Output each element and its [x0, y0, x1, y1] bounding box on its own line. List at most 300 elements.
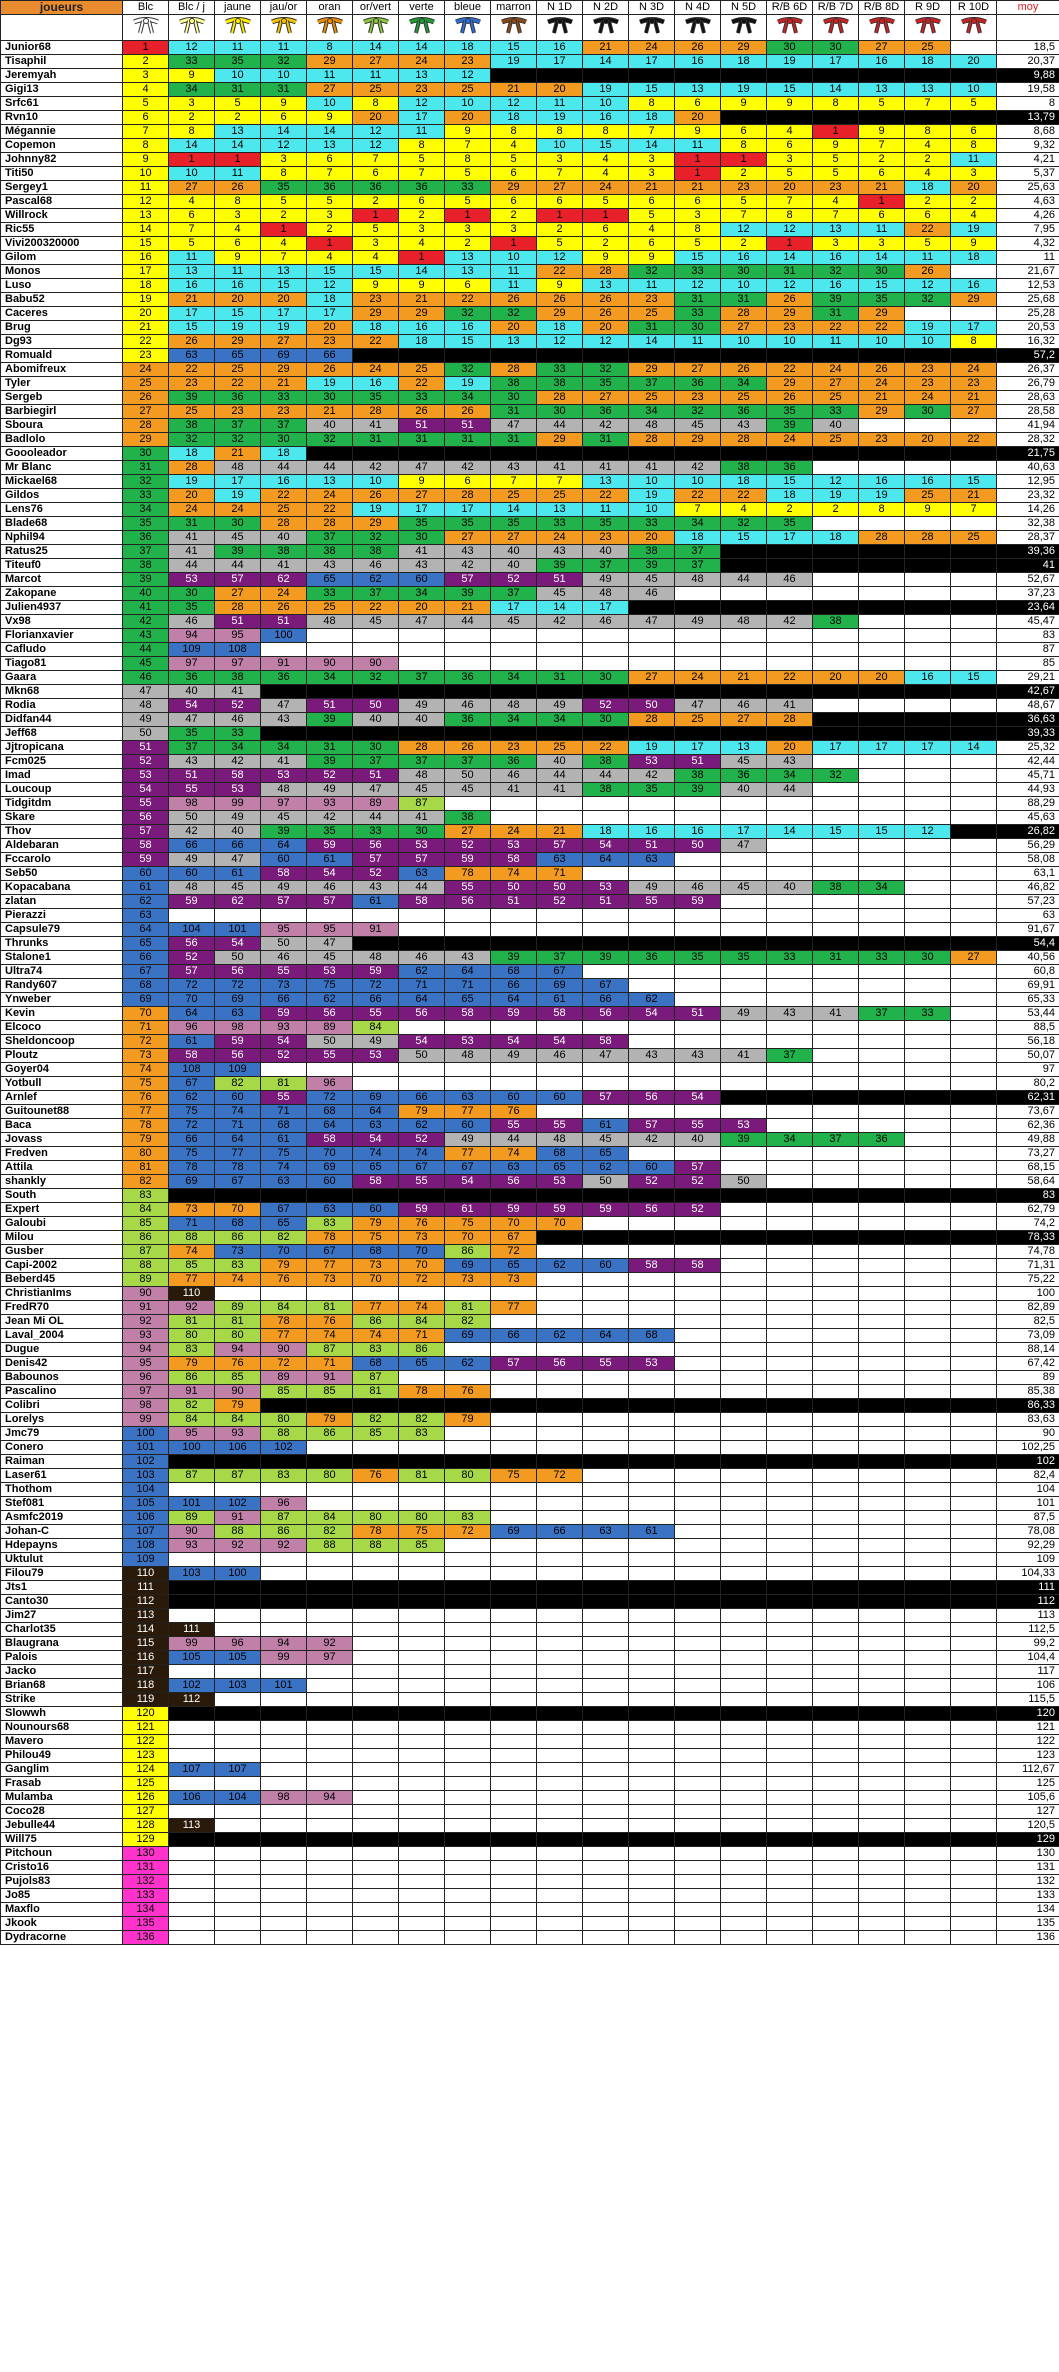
table-row	[1, 1035, 1059, 1049]
rank-cell: 23	[767, 321, 813, 335]
empty-cell	[629, 349, 675, 363]
rank-cell: 65	[583, 1147, 629, 1161]
rank-cell: 16	[353, 377, 399, 391]
rank-cell: 95	[307, 923, 353, 937]
rank-cell: 44	[537, 769, 583, 783]
empty-cell	[721, 853, 767, 867]
average-cell: 40,56	[997, 951, 1059, 965]
empty-cell	[491, 1581, 537, 1595]
player-name: Blaugrana	[1, 1637, 123, 1651]
empty-cell	[813, 1413, 859, 1427]
rank-cell: 8	[399, 139, 445, 153]
empty-cell	[951, 1791, 997, 1805]
rank-cell: 29	[491, 181, 537, 195]
empty-cell	[813, 965, 859, 979]
rank-cell: 66	[169, 1133, 215, 1147]
empty-cell	[767, 1903, 813, 1917]
empty-cell	[767, 545, 813, 559]
rank-cell: 8	[675, 223, 721, 237]
rank-cell: 9	[951, 237, 997, 251]
rank-cell: 25	[537, 741, 583, 755]
average-cell: 23,64	[997, 601, 1059, 615]
empty-cell	[951, 993, 997, 1007]
rank-cell: 20	[583, 321, 629, 335]
empty-cell	[951, 1553, 997, 1567]
header-grade: R 10D	[951, 1, 997, 15]
rank-cell: 40	[491, 559, 537, 573]
rank-cell: 54	[445, 1175, 491, 1189]
rank-cell: 23	[399, 83, 445, 97]
average-cell: 82,5	[997, 1315, 1059, 1329]
empty-cell	[445, 1847, 491, 1861]
rank-cell: 2	[399, 209, 445, 223]
empty-cell	[721, 727, 767, 741]
rank-cell: 80	[307, 1469, 353, 1483]
rank-cell: 56	[307, 1007, 353, 1021]
empty-cell	[583, 1847, 629, 1861]
rank-cell: 15	[675, 251, 721, 265]
empty-cell	[675, 979, 721, 993]
player-name: Fcm025	[1, 755, 123, 769]
rank-cell: 57	[675, 1161, 721, 1175]
rank-cell: 53	[169, 573, 215, 587]
table-row	[1, 1399, 1059, 1413]
rank-cell: 7	[123, 125, 169, 139]
header-grade: N 4D	[675, 1, 721, 15]
rank-cell: 70	[307, 1147, 353, 1161]
player-name: Thrunks	[1, 937, 123, 951]
empty-cell	[767, 1847, 813, 1861]
average-cell: 129	[997, 1833, 1059, 1847]
rank-cell: 15	[721, 531, 767, 545]
rank-cell: 10	[721, 279, 767, 293]
empty-cell	[951, 1637, 997, 1651]
rank-cell: 60	[123, 867, 169, 881]
average-cell: 37,23	[997, 587, 1059, 601]
rank-cell: 61	[307, 853, 353, 867]
rank-cell: 74	[261, 1161, 307, 1175]
empty-cell	[951, 265, 997, 279]
rank-cell: 49	[675, 615, 721, 629]
empty-cell	[629, 1637, 675, 1651]
empty-cell	[629, 1777, 675, 1791]
belt-icon	[353, 15, 399, 41]
table-row	[1, 1133, 1059, 1147]
rank-cell: 17	[169, 307, 215, 321]
empty-cell	[767, 1035, 813, 1049]
empty-cell	[951, 1833, 997, 1847]
rank-cell: 17	[813, 741, 859, 755]
rank-cell: 3	[629, 153, 675, 167]
rank-cell: 19	[445, 377, 491, 391]
rank-cell: 8	[123, 139, 169, 153]
rank-cell: 81	[399, 1469, 445, 1483]
average-cell: 78,33	[997, 1231, 1059, 1245]
empty-cell	[675, 1315, 721, 1329]
rank-cell: 19	[767, 55, 813, 69]
empty-cell	[537, 1707, 583, 1721]
player-name: Conero	[1, 1441, 123, 1455]
rank-cell: 83	[169, 1343, 215, 1357]
empty-cell	[537, 1833, 583, 1847]
rank-cell: 65	[353, 1161, 399, 1175]
empty-cell	[951, 1119, 997, 1133]
rank-cell: 20	[905, 433, 951, 447]
empty-cell	[353, 1651, 399, 1665]
rank-cell: 7	[445, 139, 491, 153]
empty-cell	[445, 1861, 491, 1875]
empty-cell	[951, 881, 997, 895]
rank-cell: 36	[767, 461, 813, 475]
rank-cell: 10	[307, 97, 353, 111]
rank-cell: 47	[721, 839, 767, 853]
average-cell: 25,63	[997, 181, 1059, 195]
player-name: Skare	[1, 811, 123, 825]
rank-cell: 84	[307, 1511, 353, 1525]
empty-cell	[537, 1315, 583, 1329]
empty-cell	[675, 1217, 721, 1231]
table-row	[1, 1847, 1059, 1861]
rank-cell: 40	[123, 587, 169, 601]
rank-cell: 22	[215, 377, 261, 391]
empty-cell	[813, 1161, 859, 1175]
rank-cell: 103	[215, 1679, 261, 1693]
empty-cell	[675, 1637, 721, 1651]
rank-cell: 1	[261, 223, 307, 237]
rank-cell: 86	[169, 1371, 215, 1385]
rank-cell: 96	[261, 1497, 307, 1511]
rank-cell: 51	[261, 615, 307, 629]
rank-cell: 41	[491, 783, 537, 797]
rank-cell: 11	[353, 69, 399, 83]
empty-cell	[261, 1833, 307, 1847]
empty-cell	[445, 1567, 491, 1581]
empty-cell	[583, 1889, 629, 1903]
rank-cell: 49	[123, 713, 169, 727]
player-name: Beberd45	[1, 1273, 123, 1287]
rank-cell: 41	[169, 531, 215, 545]
empty-cell	[905, 517, 951, 531]
table-row	[1, 1371, 1059, 1385]
empty-cell	[445, 1777, 491, 1791]
empty-cell	[951, 447, 997, 461]
empty-cell	[905, 1301, 951, 1315]
empty-cell	[767, 685, 813, 699]
rank-cell: 56	[215, 1049, 261, 1063]
player-name: Mkn68	[1, 685, 123, 699]
rank-cell: 13	[675, 83, 721, 97]
empty-cell	[629, 727, 675, 741]
rank-cell: 79	[215, 1399, 261, 1413]
empty-cell	[813, 1091, 859, 1105]
rank-cell: 82	[261, 1231, 307, 1245]
rank-cell: 8	[169, 125, 215, 139]
empty-cell	[767, 447, 813, 461]
empty-cell	[491, 1609, 537, 1623]
empty-cell	[445, 447, 491, 461]
rank-cell: 23	[813, 181, 859, 195]
player-name: Philou49	[1, 1749, 123, 1763]
empty-cell	[537, 1595, 583, 1609]
empty-cell	[537, 1063, 583, 1077]
empty-cell	[307, 1497, 353, 1511]
rank-cell: 65	[537, 1161, 583, 1175]
rank-cell: 16	[813, 251, 859, 265]
empty-cell	[675, 447, 721, 461]
rank-cell: 49	[537, 699, 583, 713]
table-row	[1, 1651, 1059, 1665]
empty-cell	[951, 1679, 997, 1693]
rank-cell: 19	[123, 293, 169, 307]
rank-cell: 28	[537, 391, 583, 405]
rank-cell: 12	[767, 279, 813, 293]
rank-cell: 51	[675, 755, 721, 769]
average-cell: 83,63	[997, 1413, 1059, 1427]
rank-cell: 64	[399, 993, 445, 1007]
rank-cell: 77	[215, 1147, 261, 1161]
empty-cell	[813, 783, 859, 797]
rank-cell: 62	[353, 573, 399, 587]
rank-cell: 66	[123, 951, 169, 965]
empty-cell	[951, 867, 997, 881]
rank-cell: 48	[583, 587, 629, 601]
rank-cell: 35	[629, 783, 675, 797]
empty-cell	[537, 1231, 583, 1245]
empty-cell	[721, 923, 767, 937]
rank-cell: 31	[537, 671, 583, 685]
rank-cell: 57	[353, 853, 399, 867]
rank-cell: 31	[721, 293, 767, 307]
rank-cell: 25	[353, 83, 399, 97]
rank-cell: 62	[169, 1091, 215, 1105]
rank-cell: 87	[169, 1469, 215, 1483]
empty-cell	[491, 1931, 537, 1945]
empty-cell	[215, 1595, 261, 1609]
empty-cell	[813, 867, 859, 881]
empty-cell	[399, 1903, 445, 1917]
empty-cell	[537, 1805, 583, 1819]
empty-cell	[307, 1441, 353, 1455]
rank-cell: 10	[905, 335, 951, 349]
rank-cell: 98	[169, 797, 215, 811]
empty-cell	[859, 797, 905, 811]
empty-cell	[813, 111, 859, 125]
rank-cell: 82	[307, 1525, 353, 1539]
empty-cell	[353, 1595, 399, 1609]
rank-cell: 73	[445, 1273, 491, 1287]
rank-cell: 45	[583, 1133, 629, 1147]
rank-cell: 67	[169, 1077, 215, 1091]
rank-cell: 6	[675, 97, 721, 111]
empty-cell	[721, 1805, 767, 1819]
rank-cell: 80	[169, 1329, 215, 1343]
player-name: Junior68	[1, 41, 123, 55]
empty-cell	[353, 1889, 399, 1903]
empty-cell	[951, 699, 997, 713]
rank-cell: 18	[537, 321, 583, 335]
empty-cell	[629, 601, 675, 615]
empty-cell	[169, 1889, 215, 1903]
empty-cell	[491, 1651, 537, 1665]
rank-cell: 15	[951, 671, 997, 685]
rank-cell: 79	[399, 1105, 445, 1119]
empty-cell	[491, 1483, 537, 1497]
empty-cell	[445, 629, 491, 643]
empty-cell	[951, 1875, 997, 1889]
empty-cell	[399, 1791, 445, 1805]
table-row	[1, 685, 1059, 699]
empty-cell	[905, 797, 951, 811]
rank-cell: 3	[353, 237, 399, 251]
empty-cell	[905, 979, 951, 993]
empty-cell	[675, 1777, 721, 1791]
rank-cell: 28	[721, 433, 767, 447]
rank-cell: 65	[399, 1357, 445, 1371]
rank-cell: 8	[951, 335, 997, 349]
empty-cell	[813, 1259, 859, 1273]
rank-cell: 48	[169, 881, 215, 895]
empty-cell	[675, 1357, 721, 1371]
empty-cell	[859, 1413, 905, 1427]
rank-cell: 70	[261, 1245, 307, 1259]
empty-cell	[813, 1553, 859, 1567]
rank-cell: 48	[215, 461, 261, 475]
empty-cell	[721, 1231, 767, 1245]
rank-cell: 46	[767, 573, 813, 587]
empty-cell	[767, 1259, 813, 1273]
empty-cell	[399, 1665, 445, 1679]
empty-cell	[675, 1749, 721, 1763]
empty-cell	[675, 587, 721, 601]
rank-cell: 37	[169, 741, 215, 755]
empty-cell	[905, 1329, 951, 1343]
rank-cell: 49	[353, 1035, 399, 1049]
player-name: Mr Blanc	[1, 461, 123, 475]
rank-cell: 41	[169, 545, 215, 559]
rank-cell: 74	[399, 1301, 445, 1315]
empty-cell	[859, 1161, 905, 1175]
empty-cell	[767, 1091, 813, 1105]
rank-cell: 80	[399, 1511, 445, 1525]
empty-cell	[859, 447, 905, 461]
rank-cell: 9	[169, 69, 215, 83]
rank-cell: 6	[445, 279, 491, 293]
rank-cell: 41	[215, 685, 261, 699]
empty-cell	[813, 1105, 859, 1119]
empty-cell	[767, 1021, 813, 1035]
belt-icon	[629, 15, 675, 41]
rank-cell: 85	[399, 1539, 445, 1553]
rank-cell: 33	[261, 391, 307, 405]
table-row	[1, 1483, 1059, 1497]
average-cell: 48,67	[997, 699, 1059, 713]
empty-cell	[767, 923, 813, 937]
player-name: Imad	[1, 769, 123, 783]
average-cell: 45,71	[997, 769, 1059, 783]
rank-cell: 18	[629, 111, 675, 125]
rank-cell: 19	[951, 223, 997, 237]
rank-cell: 25	[629, 391, 675, 405]
rank-cell: 52	[491, 573, 537, 587]
empty-cell	[813, 1343, 859, 1357]
rank-cell: 15	[123, 237, 169, 251]
rank-cell: 22	[307, 503, 353, 517]
empty-cell	[583, 685, 629, 699]
rank-cell: 80	[215, 1329, 261, 1343]
empty-cell	[583, 1819, 629, 1833]
rank-cell: 51	[583, 895, 629, 909]
rank-cell: 20	[491, 321, 537, 335]
empty-cell	[215, 1777, 261, 1791]
rank-cell: 28	[859, 531, 905, 545]
empty-cell	[767, 1063, 813, 1077]
empty-cell	[491, 1539, 537, 1553]
empty-cell	[675, 867, 721, 881]
table-row	[1, 909, 1059, 923]
rank-cell: 4	[261, 237, 307, 251]
rank-cell: 18	[905, 55, 951, 69]
empty-cell	[537, 1749, 583, 1763]
empty-cell	[399, 1063, 445, 1077]
empty-cell	[813, 1931, 859, 1945]
empty-cell	[307, 629, 353, 643]
empty-cell	[721, 1847, 767, 1861]
rank-cell: 13	[307, 139, 353, 153]
rank-cell: 97	[169, 657, 215, 671]
empty-cell	[767, 1357, 813, 1371]
rank-cell: 60	[169, 867, 215, 881]
rank-cell: 85	[261, 1385, 307, 1399]
empty-cell	[859, 1049, 905, 1063]
empty-cell	[583, 1595, 629, 1609]
rank-cell: 55	[123, 797, 169, 811]
rank-cell: 8	[261, 167, 307, 181]
empty-cell	[859, 1203, 905, 1217]
rank-cell: 16	[675, 55, 721, 69]
rank-cell: 8	[813, 97, 859, 111]
empty-cell	[951, 629, 997, 643]
empty-cell	[353, 1609, 399, 1623]
empty-cell	[767, 1175, 813, 1189]
empty-cell	[537, 797, 583, 811]
rank-cell: 61	[629, 1525, 675, 1539]
rank-cell: 18	[261, 447, 307, 461]
player-name: Uktulut	[1, 1553, 123, 1567]
player-name: Nounours68	[1, 1721, 123, 1735]
empty-cell	[859, 685, 905, 699]
rank-cell: 4	[215, 223, 261, 237]
rank-cell: 36	[307, 181, 353, 195]
rank-cell: 1	[215, 153, 261, 167]
empty-cell	[813, 545, 859, 559]
empty-cell	[445, 1819, 491, 1833]
empty-cell	[813, 1595, 859, 1609]
rank-cell: 78	[307, 1231, 353, 1245]
rank-cell: 9	[813, 139, 859, 153]
rank-cell: 72	[123, 1035, 169, 1049]
player-name: Slowwh	[1, 1707, 123, 1721]
rank-cell: 21	[307, 405, 353, 419]
rank-cell: 29	[767, 307, 813, 321]
rank-cell: 23	[215, 405, 261, 419]
empty-cell	[905, 447, 951, 461]
table-row	[1, 1105, 1059, 1119]
rank-cell: 17	[399, 111, 445, 125]
rank-cell: 3	[169, 97, 215, 111]
player-name: Gilom	[1, 251, 123, 265]
empty-cell	[307, 1861, 353, 1875]
empty-cell	[307, 1567, 353, 1581]
